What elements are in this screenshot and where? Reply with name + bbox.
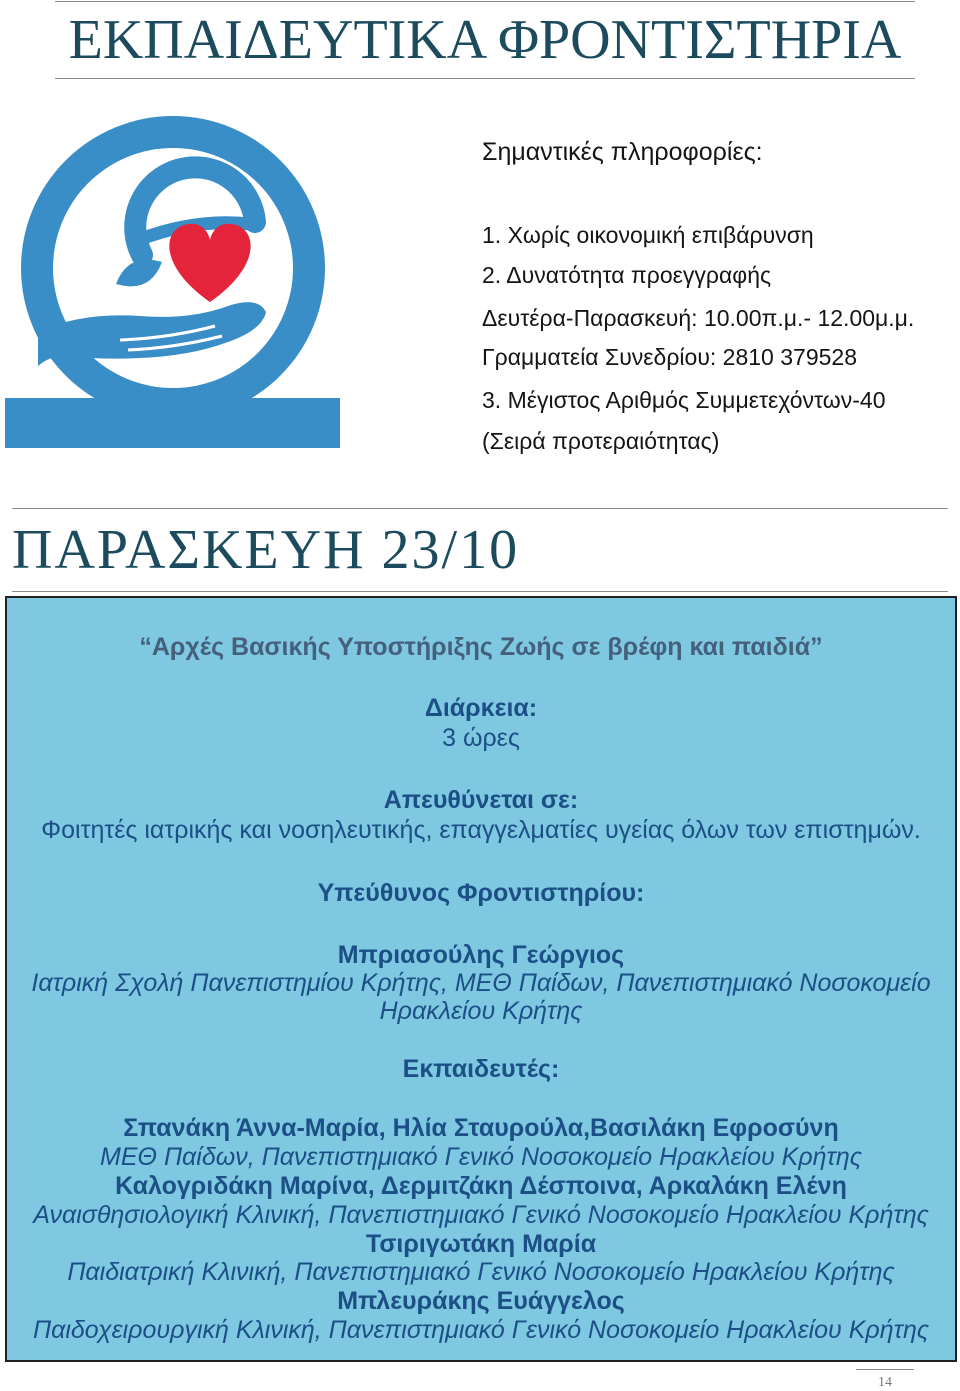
info-line: Γραμματεία Συνεδρίου: 2810 379528 (482, 344, 857, 370)
info-line: 3. Μέγιστος Αριθμός Συμμετεχόντων-40 (482, 387, 886, 413)
hand-holding-heart-icon (0, 110, 345, 455)
instructor-affiliation: Παιδοχειρουργική Κλινική, Πανεπιστημιακό Γενικό Νοσοκομείο Ηρακλείου Κρήτης (32, 1316, 930, 1344)
info-line: (Σειρά προτεραιότητας) (482, 428, 720, 454)
day-rule-bottom (12, 591, 948, 592)
footer-rule (856, 1369, 914, 1370)
info-line: Δευτέρα-Παρασκευή: 10.00π.μ.- 12.00μ.μ. (482, 305, 915, 331)
header-rule-bottom (55, 78, 915, 79)
duration-value: 3 ώρες (442, 724, 520, 752)
header-rule-top (55, 1, 915, 2)
instructor-names: Καλογριδάκη Μαρίνα, Δερμιτζάκη Δέσποινα, Αρκαλάκη Ελένη (115, 1172, 847, 1200)
day-rule-top (12, 508, 948, 509)
page-number: 14 (878, 1375, 892, 1390)
director-name: Μπριασούλης Γεώργιος (337, 941, 625, 969)
audience-value: Φοιτητές ιατρικής και νοσηλευτικής, επαγγελματίες υγείας όλων των επιστημών. (41, 816, 921, 844)
audience-label: Απευθύνεται σε: (383, 786, 579, 814)
director-affiliation: Ιατρική Σχολή Πανεπιστημίου Κρήτης, ΜΕΘ Παίδων, Πανεπιστημιακό Νοσοκομείο (31, 969, 931, 997)
instructor-affiliation: Παιδιατρική Κλινική, Πανεπιστημιακό Γενικό Νοσοκομείο Ηρακλείου Κρήτης (67, 1258, 895, 1286)
course-title: “Αρχές Βασικής Υποστήριξης Ζωής σε βρέφη και παιδιά” (139, 633, 823, 661)
instructor-affiliation: ΜΕΘ Παίδων, Πανεπιστημιακό Γενικό Νοσοκομείο Ηρακλείου Κρήτης (100, 1143, 862, 1171)
course-panel (5, 596, 957, 1362)
instructor-names: Μπλευράκης Ευάγγελος (337, 1287, 625, 1315)
page-title: ΕΚΠΑΙΔΕΥΤΙΚΑ ΦΡΟΝΤΙΣΤΗΡΙΑ (68, 9, 902, 71)
instructor-affiliation: Αναισθησιολογική Κλινική, Πανεπιστημιακό Γενικό Νοσοκομείο Ηρακλείου Κρήτης (33, 1201, 929, 1229)
instructors-label: Εκπαιδευτές: (402, 1055, 560, 1083)
director-label: Υπεύθυνος Φροντιστηρίου: (317, 879, 645, 907)
info-line: 2. Δυνατότητα προεγγραφής (482, 262, 772, 288)
day-title: ΠΑΡΑΣΚΕΥΗ 23/10 (12, 519, 520, 581)
info-line: 1. Χωρίς οικονομική επιβάρυνση (482, 222, 814, 248)
instructor-names: Σπανάκη Άννα-Μαρία, Ηλία Σταυρούλα,Βασιλάκη Εφροσύνη (123, 1114, 839, 1142)
instructor-names: Τσιριγωτάκη Μαρία (365, 1230, 597, 1258)
director-affiliation: Ηρακλείου Κρήτης (379, 997, 583, 1025)
duration-label: Διάρκεια: (424, 694, 538, 722)
info-heading: Σημαντικές πληροφορίες: (482, 138, 763, 166)
